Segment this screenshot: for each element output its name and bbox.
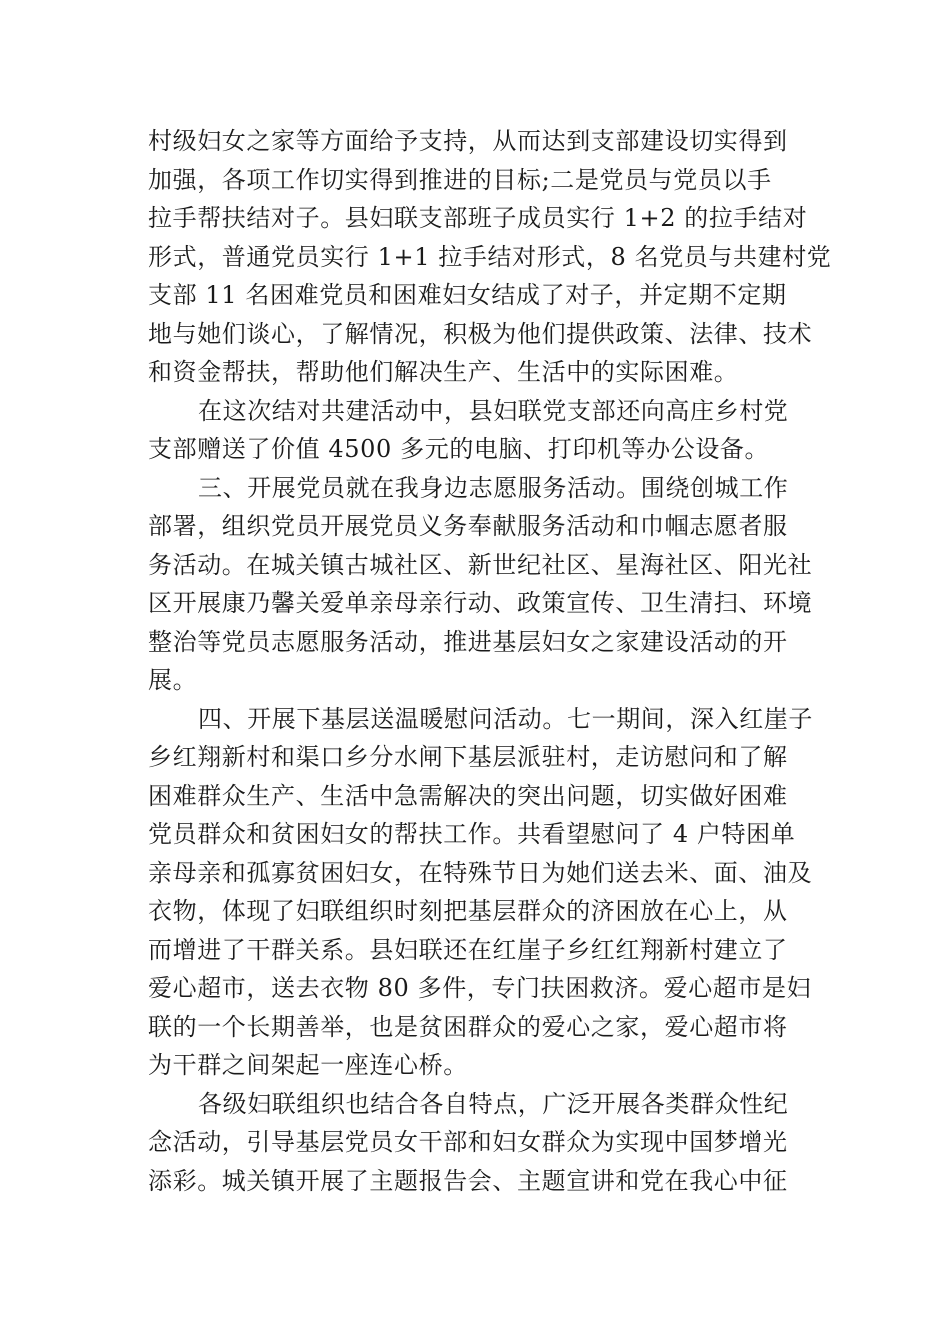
text-line: 而增进了干群关系。县妇联还在红崖子乡红红翔新村建立了 (148, 935, 788, 964)
text-line: 联的一个长期善举，也是贫困群众的爱心之家，爱心超市将 (148, 1012, 788, 1041)
text-line: 村级妇女之家等方面给予支持，从而达到支部建设切实得到 (148, 127, 788, 155)
text-line: 部署，组织党员开展党员义务奉献服务活动和巾帼志愿者服 (148, 512, 788, 540)
text-line: 各级妇联组织也结合各自特点，广泛开展各类群众性纪 (198, 1089, 789, 1118)
text-line: 加强，各项工作切实得到推进的目标;二是党员与党员以手 (148, 165, 772, 194)
text-line: 念活动，引导基层党员女干部和妇女群众为实现中国梦增光 (148, 1128, 788, 1156)
text-line: 党员群众和贫困妇女的帮扶工作。共看望慰问了 4 户特困单 (148, 820, 796, 848)
text-line: 区开展康乃馨关爱单亲母亲行动、政策宣传、卫生清扫、环境 (148, 589, 813, 617)
text-line: 拉手帮扶结对子。县妇联支部班子成员实行 1+2 的拉手结对 (148, 204, 808, 232)
text-line: 务活动。在城关镇古城社区、新世纪社区、星海社区、阳光社 (148, 550, 813, 579)
text-line: 支部 11 名困难党员和困难妇女结成了对子，并定期不定期 (148, 281, 787, 309)
text-line: 为干群之间架起一座连心桥。 (148, 1051, 468, 1079)
text-line: 四、开展下基层送温暖慰问活动。七一期间，深入红崖子 (198, 704, 813, 733)
body-text (148, 122, 832, 1200)
text-line: 衣物，体现了妇联组织时刻把基层群众的济困放在心上，从 (148, 897, 788, 925)
text-line: 支部赠送了价值 4500 多元的电脑、打印机等办公设备。 (148, 435, 770, 463)
text-line: 乡红翔新村和渠口乡分水闸下基层派驻村，走访慰问和了解 (148, 743, 788, 771)
text-line: 形式，普通党员实行 1+1 拉手结对形式，8 名党员与共建村党 (148, 242, 832, 271)
text-line: 展。 (148, 666, 198, 694)
text-line: 和资金帮扶，帮助他们解决生产、生活中的实际困难。 (148, 358, 739, 386)
text-line: 添彩。城关镇开展了主题报告会、主题宣讲和党在我心中征 (148, 1166, 788, 1195)
text-line: 整治等党员志愿服务活动，推进基层妇女之家建设活动的开 (148, 627, 788, 656)
text-line: 困难群众生产、生活中急需解决的突出问题，切实做好困难 (148, 781, 788, 810)
text-line: 地与她们谈心，了解情况，积极为他们提供政策、法律、技术 (148, 319, 813, 348)
text-line: 爱心超市，送去衣物 80 多件，专门扶困救济。爱心超市是妇 (148, 974, 812, 1002)
text-line: 亲母亲和孤寡贫困妇女，在特殊节日为她们送去米、面、油及 (148, 858, 813, 887)
text-line: 三、开展党员就在我身边志愿服务活动。围绕创城工作 (198, 473, 789, 502)
text-line: 在这次结对共建活动中，县妇联党支部还向高庄乡村党 (198, 396, 789, 425)
